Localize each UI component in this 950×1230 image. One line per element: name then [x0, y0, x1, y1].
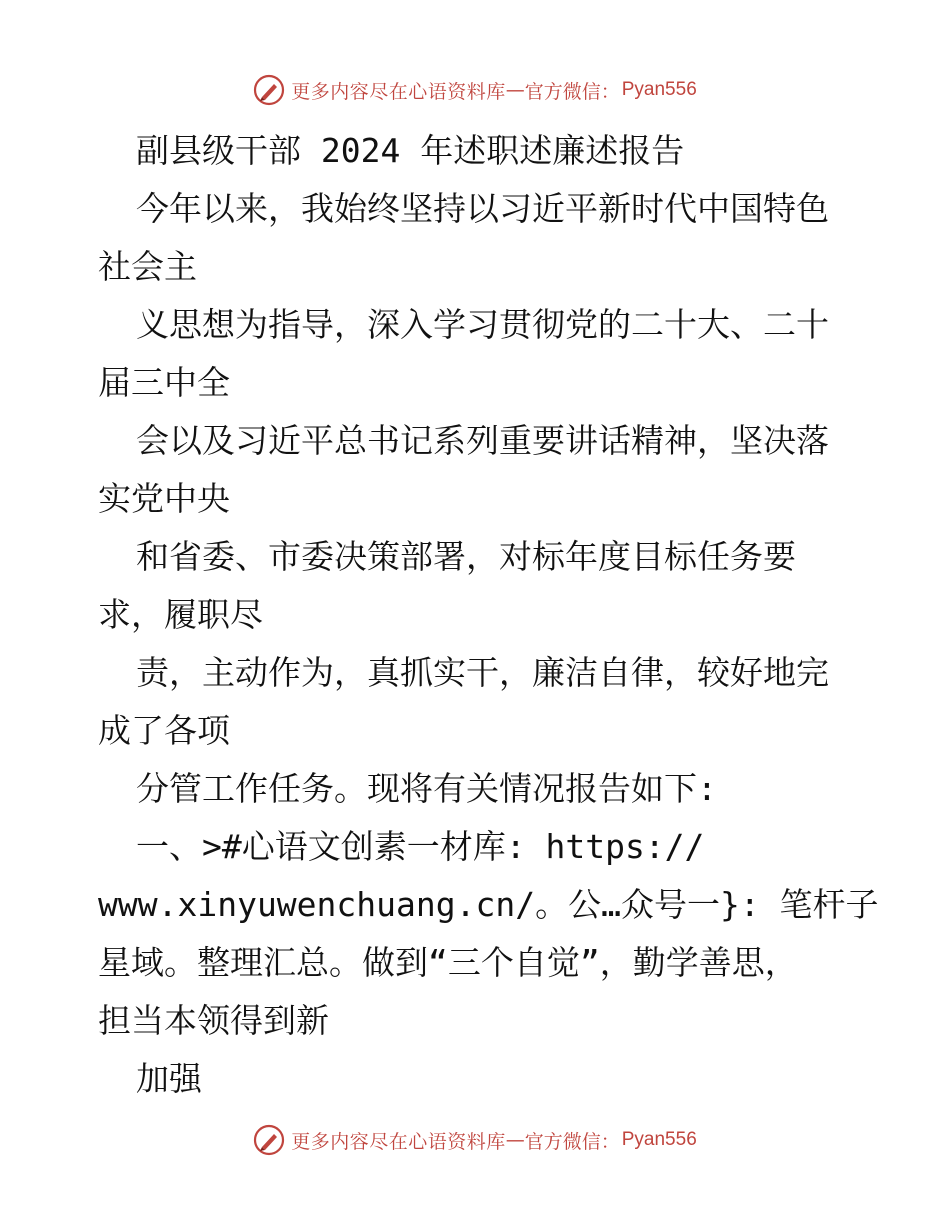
- paragraph-line: 今年以来，我始终坚持以习近平新时代中国特色: [136, 189, 829, 228]
- banner-separator: —: [505, 79, 525, 101]
- pen-logo-icon: [253, 1124, 285, 1156]
- paragraph-line: 成了各项: [98, 711, 230, 750]
- banner-wechat-id: Pyan556: [621, 79, 697, 100]
- paragraph-line: 会以及习近平总书记系列重要讲话精神，坚决落: [136, 421, 829, 460]
- paragraph-line: 星域。整理汇总。做到“三个自觉”，勤学善思，: [98, 943, 798, 982]
- pen-logo-icon: [253, 74, 285, 106]
- section-heading-line: 一、>#心语文创素一材库: https://: [136, 827, 705, 866]
- paragraph-line: 社会主: [98, 247, 197, 286]
- paragraph-line: 分管工作任务。现将有关情况报告如下:: [136, 769, 717, 808]
- banner-separator: —: [505, 1129, 525, 1151]
- paragraph-line: 实党中央: [98, 479, 230, 518]
- paragraph-line: 和省委、市委决策部署，对标年度目标任务要: [136, 537, 796, 576]
- paragraph-line: 求，履职尽: [98, 595, 263, 634]
- document-body: [98, 122, 879, 1108]
- paragraph-line: www.xinyuwenchuang.cn/。公…众号一}: 笔杆子: [98, 885, 879, 924]
- paragraph-line: 义思想为指导，深入学习贯彻党的二十大、二十: [136, 305, 829, 344]
- footer-banner: [0, 1122, 950, 1158]
- banner-wechat-label: 官方微信：: [524, 80, 620, 103]
- banner-wechat-label: 官方微信：: [524, 1130, 620, 1153]
- banner-title: 更多内容尽在心语资料库: [291, 80, 506, 103]
- banner-title: 更多内容尽在心语资料库: [291, 1130, 506, 1153]
- banner-wechat-id: Pyan556: [621, 1129, 697, 1150]
- paragraph-line: 担当本领得到新: [98, 1001, 329, 1040]
- document-title: 副县级干部 2024 年述职述廉述报告: [136, 131, 685, 170]
- paragraph-line: 责，主动作为，真抓实干，廉洁自律，较好地完: [136, 653, 829, 692]
- paragraph-line: 加强: [136, 1059, 202, 1098]
- header-banner: [0, 72, 950, 108]
- paragraph-line: 届三中全: [98, 363, 230, 402]
